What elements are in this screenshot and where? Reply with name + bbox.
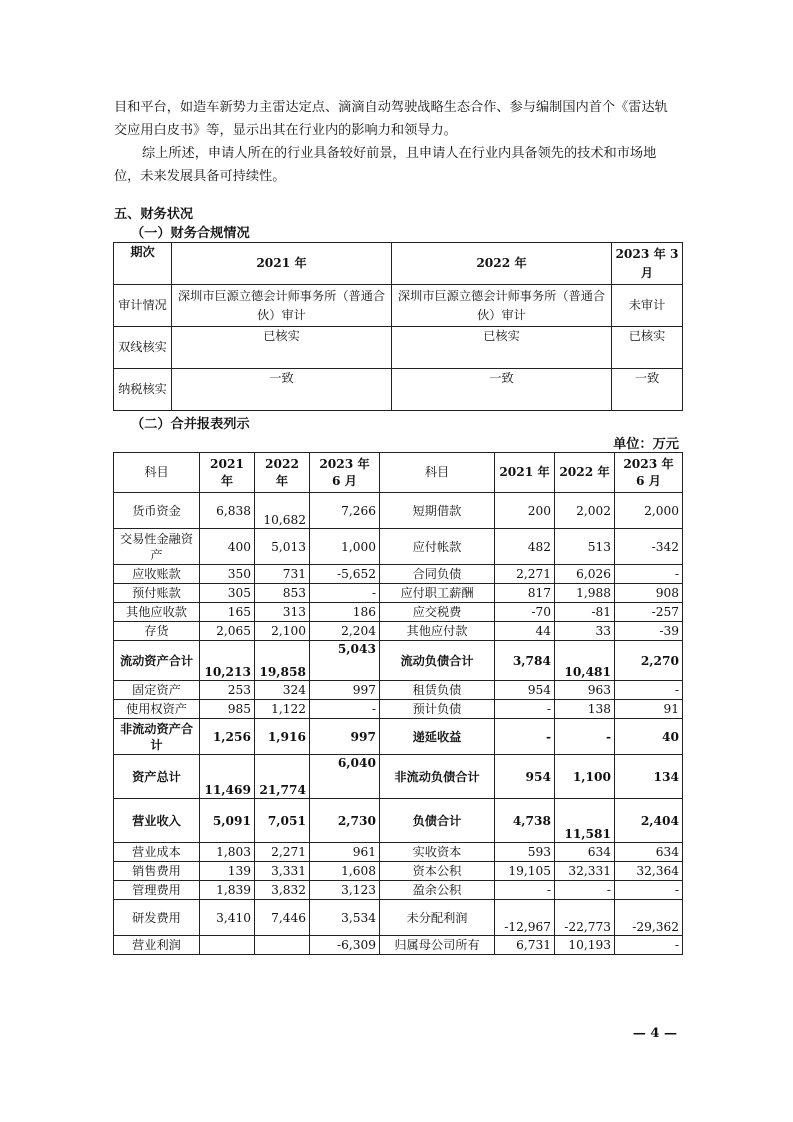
value-cell: 997 [310, 681, 380, 700]
value-cell: 2,100 [255, 622, 310, 641]
cell: 一致 [392, 369, 612, 411]
sub-section-2-title: （二）合并报表列示 [131, 417, 250, 432]
value-cell: 324 [255, 681, 310, 700]
compliance-table [113, 242, 683, 411]
row-label: 使用权资产 [114, 700, 200, 719]
header-cell: 2021 年 [200, 453, 255, 493]
value-cell: 1,839 [200, 881, 255, 900]
value-cell: 138 [555, 700, 615, 719]
value-cell: -5,652 [310, 565, 380, 584]
row-label: 应付职工薪酬 [380, 584, 495, 603]
row-label: 预计负债 [380, 700, 495, 719]
table-row [114, 881, 683, 900]
value-cell: 400 [200, 529, 255, 565]
header-cell: 2022 年 [392, 243, 612, 285]
table-row [114, 622, 683, 641]
header-cell: 科目 [114, 453, 200, 493]
row-label: 资产总计 [114, 755, 200, 799]
compliance-row [114, 285, 683, 327]
financial-statement-table [113, 452, 683, 955]
value-cell: 313 [255, 603, 310, 622]
cell: 已核实 [172, 327, 392, 369]
value-cell: 954 [495, 681, 555, 700]
header-cell: 2023 年 6 月 [615, 453, 683, 493]
value-cell: 7,266 [310, 493, 380, 529]
value-cell: 21,774 [255, 755, 310, 799]
row-label: 固定资产 [114, 681, 200, 700]
value-cell: - [495, 700, 555, 719]
header-cell: 2022 年 [555, 453, 615, 493]
value-cell: 6,838 [200, 493, 255, 529]
header-cell: 2021 年 [172, 243, 392, 285]
value-cell: - [555, 881, 615, 900]
value-cell: 11,581 [555, 799, 615, 843]
row-label: 存货 [114, 622, 200, 641]
value-cell: 10,193 [555, 936, 615, 955]
row-label: 交易性金融资产 [114, 529, 200, 565]
cell: 一致 [172, 369, 392, 411]
row-label: 归属母公司所有 [380, 936, 495, 955]
value-cell: 305 [200, 584, 255, 603]
table-row [114, 529, 683, 565]
cell: 已核实 [612, 327, 683, 369]
row-label: 其他应收款 [114, 603, 200, 622]
row-label: 递延收益 [380, 719, 495, 755]
header-cell: 期次 [114, 243, 172, 285]
value-cell: 19,858 [255, 641, 310, 681]
page-number: — 4 — [632, 1026, 677, 1041]
table-row [114, 862, 683, 881]
value-cell: 2,204 [310, 622, 380, 641]
cell: 深圳市巨源立德会计师事务所（普通合伙）审计 [392, 285, 612, 327]
row-label: 营业成本 [114, 843, 200, 862]
value-cell: 139 [200, 862, 255, 881]
value-cell: 10,213 [200, 641, 255, 681]
cell: 一致 [612, 369, 683, 411]
value-cell: -257 [615, 603, 683, 622]
value-cell: 1,256 [200, 719, 255, 755]
value-cell: -22,773 [555, 900, 615, 936]
value-cell: 3,123 [310, 881, 380, 900]
value-cell: 5,013 [255, 529, 310, 565]
row-label: 研发费用 [114, 900, 200, 936]
header-cell: 2021 年 [495, 453, 555, 493]
row-label: 合同负债 [380, 565, 495, 584]
row-label: 其他应付款 [380, 622, 495, 641]
value-cell: 2,002 [555, 493, 615, 529]
cell: 已核实 [392, 327, 612, 369]
row-label: 管理费用 [114, 881, 200, 900]
row-label: 双线核实 [114, 327, 172, 369]
value-cell: - [495, 881, 555, 900]
value-cell: - [555, 719, 615, 755]
table-row [114, 493, 683, 529]
value-cell: -342 [615, 529, 683, 565]
table-row [114, 900, 683, 936]
value-cell: 1,608 [310, 862, 380, 881]
compliance-header-row [114, 243, 683, 285]
value-cell: 482 [495, 529, 555, 565]
row-label: 应收账款 [114, 565, 200, 584]
value-cell: 634 [615, 843, 683, 862]
value-cell: -39 [615, 622, 683, 641]
value-cell: 200 [495, 493, 555, 529]
row-label: 货币资金 [114, 493, 200, 529]
value-cell: 908 [615, 584, 683, 603]
table-row [114, 755, 683, 799]
value-cell: 2,065 [200, 622, 255, 641]
row-label: 流动负债合计 [380, 641, 495, 681]
value-cell: 817 [495, 584, 555, 603]
table-row [114, 700, 683, 719]
value-cell: 3,784 [495, 641, 555, 681]
cell: 未审计 [612, 285, 683, 327]
value-cell: 5,091 [200, 799, 255, 843]
value-cell: - [495, 719, 555, 755]
intro-paragraph-2: 综上所述，申请人所在的行业具备较好前景，且申请人在行业内具备领先的技术和市场地位，未来发展具备可持续性。 [114, 146, 657, 184]
value-cell: 1,916 [255, 719, 310, 755]
value-cell: 10,682 [255, 493, 310, 529]
value-cell [255, 936, 310, 955]
value-cell: - [310, 584, 380, 603]
row-label: 预付账款 [114, 584, 200, 603]
value-cell: 2,730 [310, 799, 380, 843]
value-cell: - [615, 681, 683, 700]
row-label: 未分配利润 [380, 900, 495, 936]
value-cell: 40 [615, 719, 683, 755]
value-cell: 134 [615, 755, 683, 799]
value-cell: 32,364 [615, 862, 683, 881]
row-label: 纳税核实 [114, 369, 172, 411]
value-cell: -12,967 [495, 900, 555, 936]
table-row [114, 681, 683, 700]
row-label: 销售费用 [114, 862, 200, 881]
financial-table-body [114, 453, 683, 955]
value-cell: -70 [495, 603, 555, 622]
unit-label: 单位：万元 [613, 437, 679, 452]
value-cell: 3,534 [310, 900, 380, 936]
value-cell: 165 [200, 603, 255, 622]
compliance-row [114, 327, 683, 369]
value-cell: 32,331 [555, 862, 615, 881]
value-cell: 2,271 [255, 843, 310, 862]
value-cell: 3,410 [200, 900, 255, 936]
value-cell: 2,000 [615, 493, 683, 529]
value-cell: - [615, 565, 683, 584]
value-cell: 1,988 [555, 584, 615, 603]
value-cell: 997 [310, 719, 380, 755]
row-label: 非流动负债合计 [380, 755, 495, 799]
value-cell: - [310, 700, 380, 719]
value-cell: 44 [495, 622, 555, 641]
value-cell: 253 [200, 681, 255, 700]
value-cell: 634 [555, 843, 615, 862]
value-cell: -6,309 [310, 936, 380, 955]
table-row [114, 936, 683, 955]
compliance-row [114, 369, 683, 411]
header-cell: 2023 年 3 月 [612, 243, 683, 285]
value-cell: 985 [200, 700, 255, 719]
value-cell: 1,803 [200, 843, 255, 862]
section-5-title: 五、财务状况 [114, 207, 194, 222]
value-cell: 7,051 [255, 799, 310, 843]
value-cell: 731 [255, 565, 310, 584]
row-label: 实收资本 [380, 843, 495, 862]
row-label: 审计情况 [114, 285, 172, 327]
row-label: 租赁负债 [380, 681, 495, 700]
table-row [114, 843, 683, 862]
value-cell: 6,040 [310, 755, 380, 799]
value-cell: 3,832 [255, 881, 310, 900]
header-cell: 2022 年 [255, 453, 310, 493]
value-cell [200, 936, 255, 955]
row-label: 应付帐款 [380, 529, 495, 565]
table-row [114, 719, 683, 755]
value-cell: 11,469 [200, 755, 255, 799]
value-cell: 853 [255, 584, 310, 603]
value-cell: - [615, 936, 683, 955]
header-cell: 科目 [380, 453, 495, 493]
row-label: 流动资产合计 [114, 641, 200, 681]
value-cell: 19,105 [495, 862, 555, 881]
table-row [114, 641, 683, 681]
cell: 深圳市巨源立德会计师事务所（普通合伙）审计 [172, 285, 392, 327]
value-cell: 2,271 [495, 565, 555, 584]
value-cell: 513 [555, 529, 615, 565]
row-label: 资本公积 [380, 862, 495, 881]
sub-section-1-title: （一）财务合规情况 [131, 226, 250, 241]
value-cell: 593 [495, 843, 555, 862]
value-cell: 3,331 [255, 862, 310, 881]
value-cell: 2,404 [615, 799, 683, 843]
intro-paragraph-1: 目和平台，如造车新势力主雷达定点、滴滴自动驾驶战略生态合作、参与编制国内首个《雷达轨交应用白皮书》等，显示出其在行业内的影响力和领导力。 [114, 100, 668, 138]
row-label: 营业收入 [114, 799, 200, 843]
value-cell: - [615, 881, 683, 900]
value-cell: 1,122 [255, 700, 310, 719]
row-label: 负债合计 [380, 799, 495, 843]
table-row [114, 565, 683, 584]
value-cell: 7,446 [255, 900, 310, 936]
value-cell: 963 [555, 681, 615, 700]
value-cell: -81 [555, 603, 615, 622]
table-row [114, 799, 683, 843]
table-row [114, 584, 683, 603]
row-label: 短期借款 [380, 493, 495, 529]
value-cell: 6,731 [495, 936, 555, 955]
value-cell: 5,043 [310, 641, 380, 681]
value-cell: 954 [495, 755, 555, 799]
value-cell: 350 [200, 565, 255, 584]
value-cell: 10,481 [555, 641, 615, 681]
row-label: 盈余公积 [380, 881, 495, 900]
value-cell: 186 [310, 603, 380, 622]
value-cell: 6,026 [555, 565, 615, 584]
value-cell: 33 [555, 622, 615, 641]
row-label: 非流动资产合计 [114, 719, 200, 755]
value-cell: 4,738 [495, 799, 555, 843]
value-cell: -29,362 [615, 900, 683, 936]
row-label: 营业利润 [114, 936, 200, 955]
value-cell: 2,270 [615, 641, 683, 681]
header-cell: 2023 年 6 月 [310, 453, 380, 493]
financial-header-row [114, 453, 683, 493]
table-row [114, 603, 683, 622]
value-cell: 91 [615, 700, 683, 719]
value-cell: 961 [310, 843, 380, 862]
value-cell: 1,000 [310, 529, 380, 565]
value-cell: 1,100 [555, 755, 615, 799]
row-label: 应交税费 [380, 603, 495, 622]
